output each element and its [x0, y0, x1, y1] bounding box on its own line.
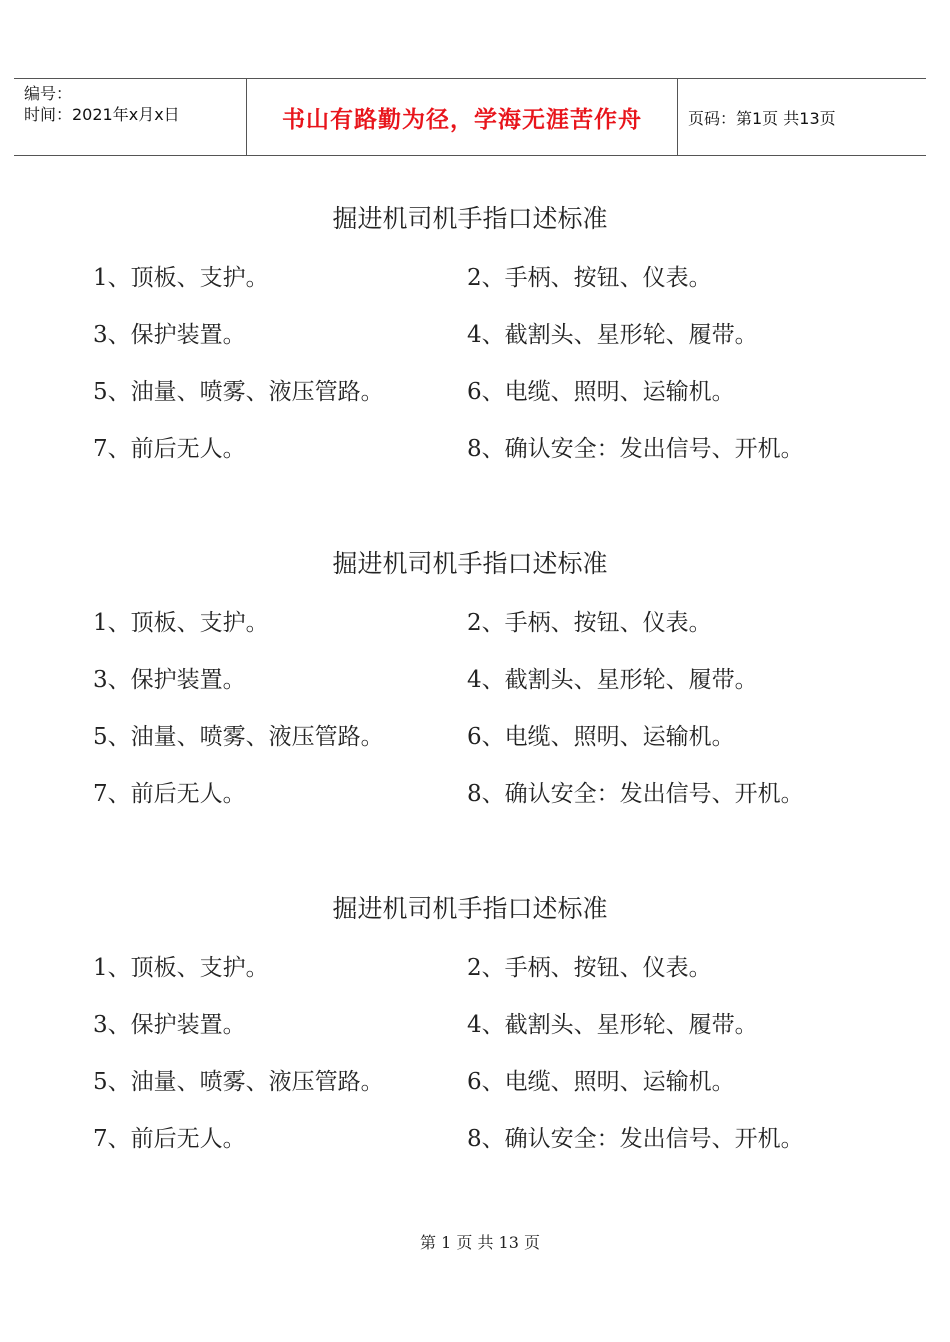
list-item: 7、前后无人。 [93, 436, 246, 462]
list-item: 2、手柄、按钮、仪表。 [467, 955, 712, 981]
list-item: 6、电缆、照明、运输机。 [467, 1069, 735, 1095]
list-item: 3、保护装置。 [93, 1012, 246, 1038]
list-item: 7、前后无人。 [93, 1126, 246, 1152]
section-title: 掘进机司机手指口述标准 [332, 894, 608, 923]
standard-section [0, 893, 950, 1163]
standard-section [0, 203, 950, 473]
date-label: 时间：2021年x月x日 [24, 105, 180, 124]
list-item: 8、确认安全：发出信号、开机。 [467, 781, 804, 807]
list-item: 7、前后无人。 [93, 781, 246, 807]
list-item: 3、保护装置。 [93, 667, 246, 693]
header-divider [677, 79, 678, 155]
list-item: 8、确认安全：发出信号、开机。 [467, 1126, 804, 1152]
header-motto: 书山有路勤为径，学海无涯苦作舟 [282, 107, 642, 133]
list-item: 6、电缆、照明、运输机。 [467, 724, 735, 750]
list-item: 4、截割头、星形轮、履带。 [467, 667, 758, 693]
list-item: 5、油量、喷雾、液压管路。 [93, 1069, 384, 1095]
list-item: 2、手柄、按钮、仪表。 [467, 265, 712, 291]
page-footer: 第 1 页 共 13 页 [420, 1233, 540, 1252]
list-item: 1、顶板、支护。 [93, 265, 269, 291]
list-item: 5、油量、喷雾、液压管路。 [93, 379, 384, 405]
list-item: 1、顶板、支护。 [93, 610, 269, 636]
list-item: 4、截割头、星形轮、履带。 [467, 1012, 758, 1038]
header-meta [24, 83, 180, 125]
serial-number-label: 编号： [24, 84, 73, 103]
list-item: 5、油量、喷雾、液压管路。 [93, 724, 384, 750]
list-item: 1、顶板、支护。 [93, 955, 269, 981]
section-title: 掘进机司机手指口述标准 [332, 204, 608, 233]
section-title: 掘进机司机手指口述标准 [332, 549, 608, 578]
list-item: 8、确认安全：发出信号、开机。 [467, 436, 804, 462]
list-item: 3、保护装置。 [93, 322, 246, 348]
list-item: 6、电缆、照明、运输机。 [467, 379, 735, 405]
standard-section [0, 548, 950, 818]
list-item: 2、手柄、按钮、仪表。 [467, 610, 712, 636]
page-header [14, 78, 926, 156]
header-page-info: 页码：第1页 共13页 [688, 109, 836, 128]
list-item: 4、截割头、星形轮、履带。 [467, 322, 758, 348]
